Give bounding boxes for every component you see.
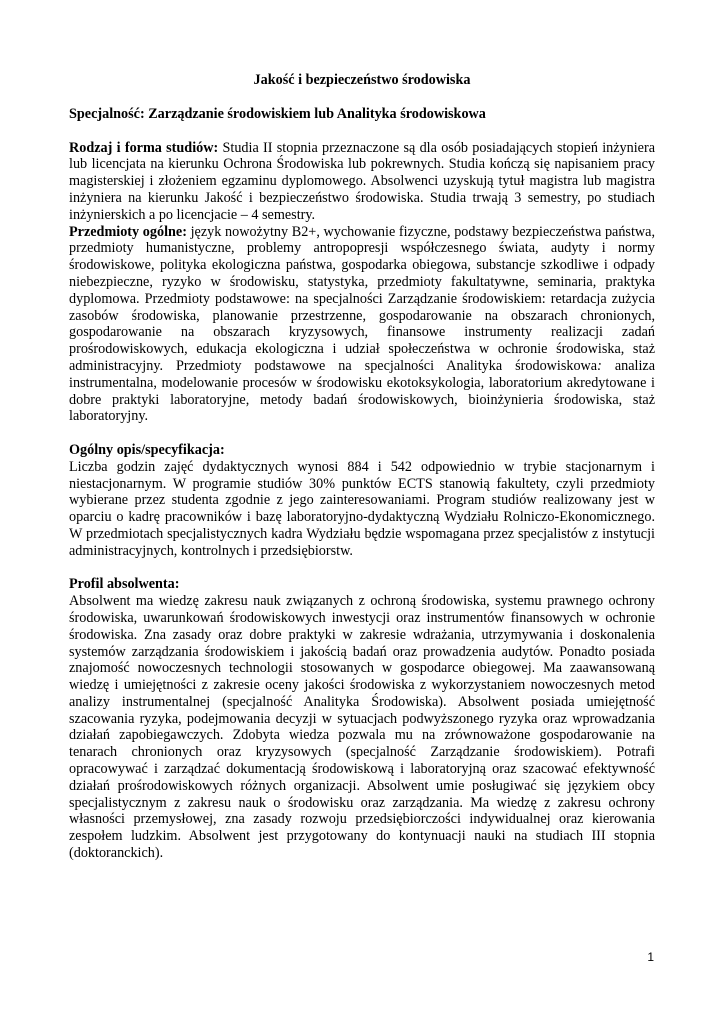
study-type-heading: Rodzaj i forma studiów: — [69, 139, 219, 156]
subjects-heading: Przedmioty ogólne: — [69, 223, 187, 240]
profile-heading: Profil absolwenta: — [69, 576, 180, 593]
document-page — [69, 72, 655, 862]
study-type-text: Studia II stopnia przeznaczone są dla osób posiadających stopień inżyniera lub licencjata na kierunku Ochrona Środowiska lub pokrewnych. Studia kończą się napisaniem pracy magisterskiej i złożeniem egzaminu dyplomowego. Absolwenci uzyskują tytuł magistra lub magistra inżyniera na kierunku Jakość i bezpieczeństwo środowiska. Studia trwają 3 semestry, po studiach inżynierskich a po licencjacie – 4 semestry. — [69, 139, 655, 223]
study-type-paragraph — [69, 140, 655, 224]
paragraph-spacer — [69, 425, 655, 442]
profile-heading-line — [69, 576, 655, 593]
subjects-paragraph — [69, 224, 655, 426]
general-heading-line — [69, 442, 655, 459]
paragraph-spacer — [69, 560, 655, 577]
document-title: Jakość i bezpieczeństwo środowiska — [253, 72, 471, 88]
subjects-text-continued: analiza instrumentalna, modelowanie procesów w środowisku ekotoksykologia, laboratorium akredytowane i dobre praktyki laboratoryjne, metody badań środowiskowych, bioinżynieria środowiska, staż laboratoryjny. — [69, 357, 655, 425]
subjects-text: język nowożytny B2+, wychowanie fizyczne, podstawy bezpieczeństwa państwa, przedmioty humanistyczne, problemy antropopresji współczesnego świata, audyty i normy środowiskowe, polityka ekologiczna państwa, gospodarka obiegowa, substancje szkodliwe i odpady niebezpieczne, ryzyko w środowisku, statystyka, przedmioty fakultatywne, seminaria, praktyka dyplomowa. Przedmioty podstawowe: na specjalności Zarządzanie środowiskiem: retardacja zużycia zasobów środowiska, planowanie przestrzenne, gospodarowanie na obszarach chronionych, gospodarowanie na obszarach kryzysowych, finansowe instrumenty realizacji zadań prośrodowiskowych, edukacja ekologiczna i udział społeczeństwa w ochronie środowiska, staż administracyjny. Przedmioty podstawowe na specjalności Analityka środowiskowa — [69, 223, 655, 374]
page-number: 1 — [647, 950, 654, 964]
specialization-line: Specjalność: Zarządzanie środowiskiem lub Analityka środowiskowa — [69, 105, 486, 122]
general-heading: Ogólny opis/specyfikacja: — [69, 441, 225, 458]
subjects-colon: : — [597, 357, 602, 374]
profile-paragraph: Absolwent ma wiedzę zakresu nauk związanych z ochroną środowiska, systemu prawnego ochrony środowiska, uwarunkowań środowiskowych inwestycji oraz instrumentów finansowych w ochronie środowiska. Zna zasady oraz dobre praktyki w zakresie wdrażania, utrzymywania i doskonalenia systemów zarządzania środowiskiem i jakością badań oraz prowadzenia audytów. Ponadto posiada znajomość nowoczesnych technologii stosowanych w gospodarce obiegowej. Ma zaawansowaną wiedzę i umiejętności z zakresie oceny jakości środowiska z wykorzystaniem nowoczesnych metod analizy instrumentalnej (specjalność Analityka Środowiska). Absolwent posiada umiejętność szacowania ryzyka, podejmowania decyzji w sytuacjach podwyższonego ryzyka oraz wprowadzania działań zapobiegawczych. Zdobyta wiedza pozwala mu na zrównoważone gospodarowanie na tenarach chronionych oraz kryzysowych (specjalność Zarządzanie środowiskiem). Potrafi opracowywać i zarządzać dokumentacją środowiskową i laboratoryjną oraz szacować efektywność działań prośrodowiskowych różnych organizacji. Absolwent umie posługiwać się językiem obcy specjalistycznym z zakresu nauk o środowisku oraz zarządzania. Ma wiedzę z zakresu ochrony własności przemysłowej, zna zasady rozwoju przedsiębiorczości indywidualnej oraz kierowania zespołem ludzkim. Absolwent jest przygotowany do kontynuacji nauki na studiach III stopnia (doktoranckich). — [69, 593, 655, 862]
general-paragraph: Liczba godzin zajęć dydaktycznych wynosi 884 i 542 odpowiednio w trybie stacjonarnym i niestacjonarnym. W programie studiów 30% punktów ECTS stanowią fakultety, czyli przedmioty wybierane przez studenta zgodnie z jego zainteresowaniami. Program studiów realizowany jest w oparciu o kadrę pracowników i bazę laboratoryjno-dydaktyczną Wydziału Rolniczo-Ekonomicznego. W przedmiotach specjalistycznych kadra Wydziału będzie wspomagana przez specjalistów z instytucji administracyjnych, kontrolnych i przedsiębiorstw. — [69, 458, 655, 559]
